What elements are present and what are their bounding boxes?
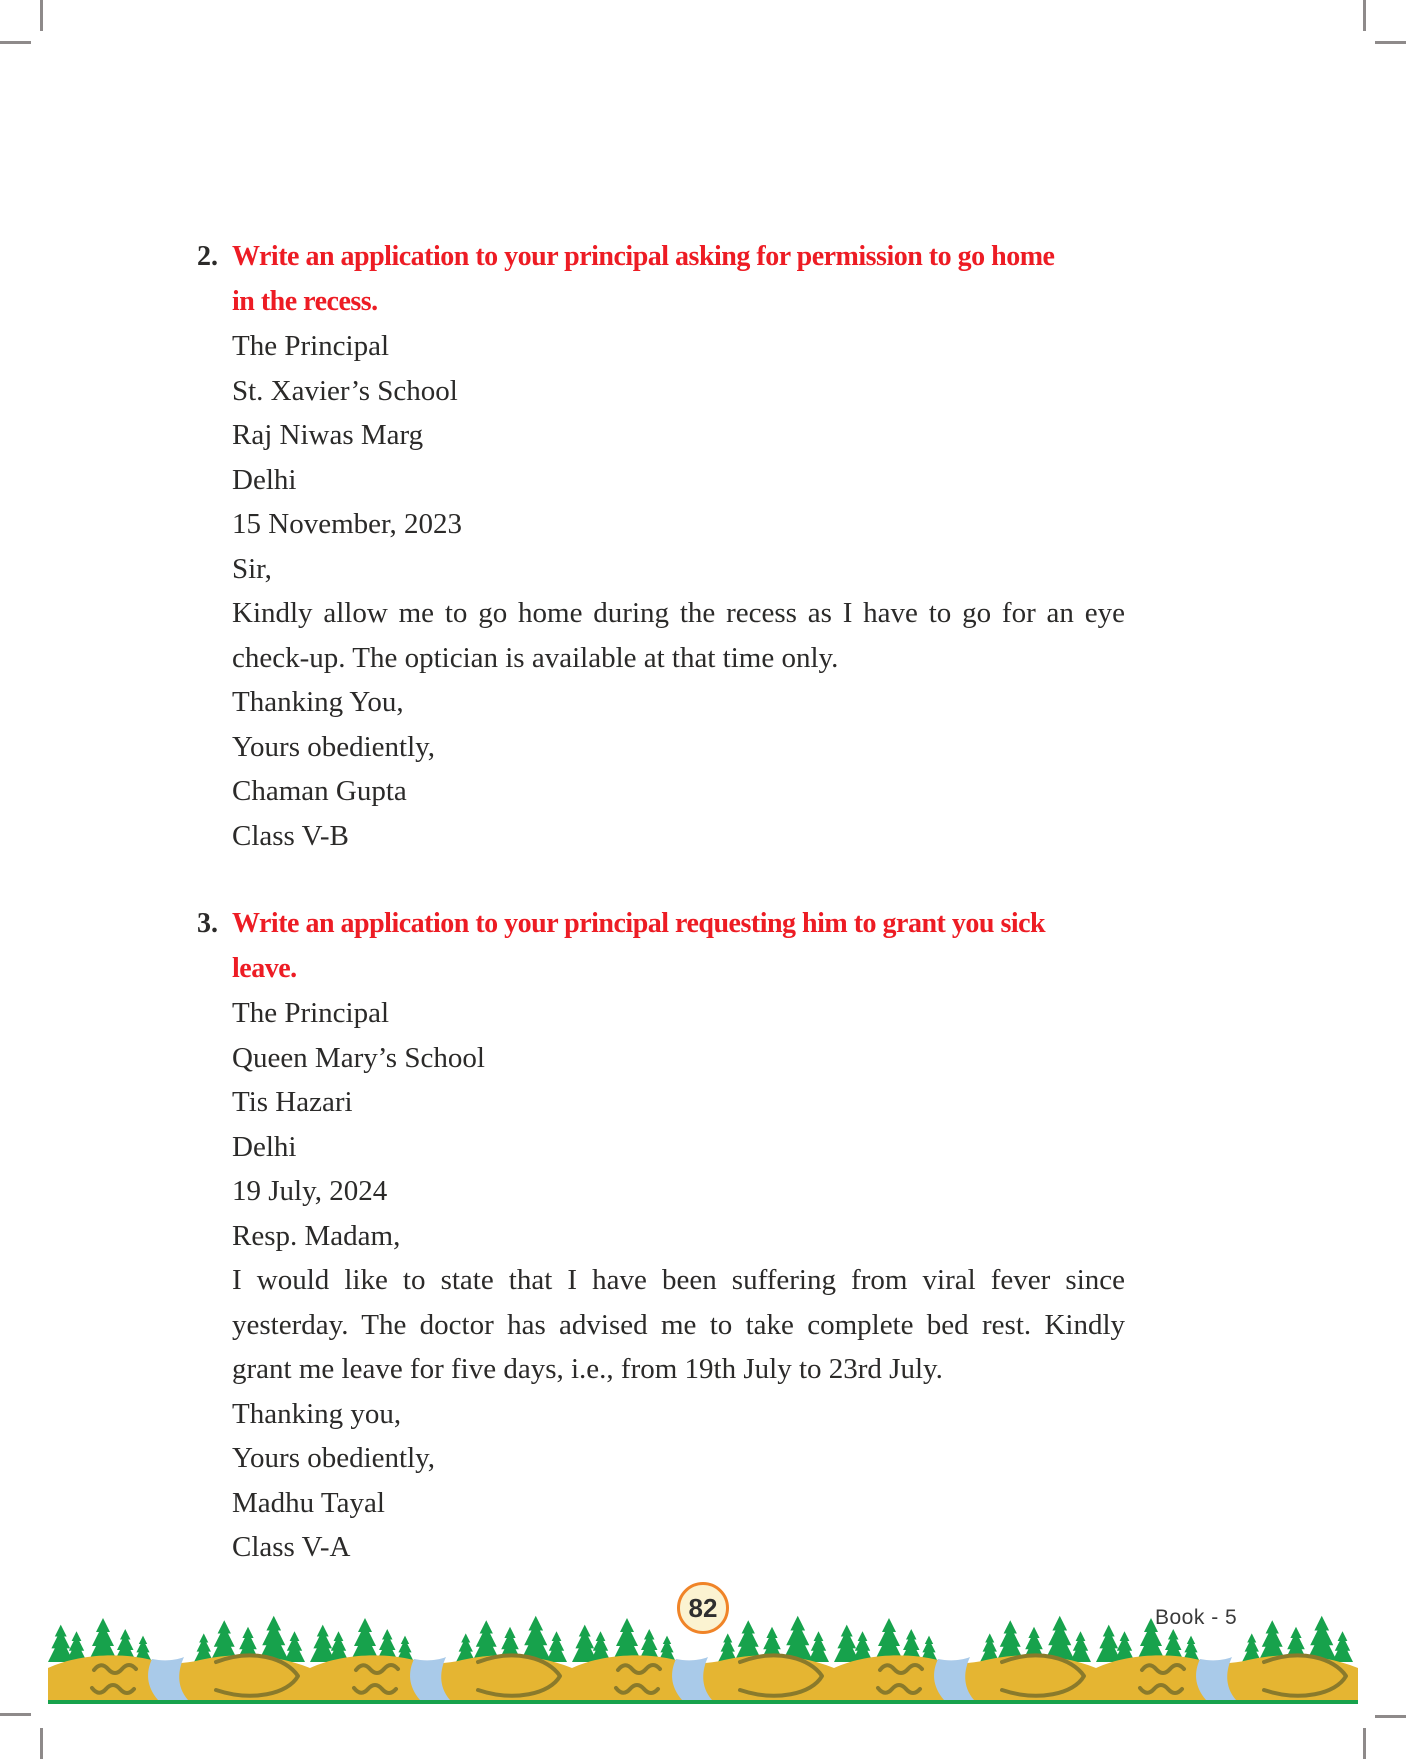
question-3 (197, 902, 1125, 1570)
crop-mark-bottom-right-h (1375, 1715, 1406, 1718)
question-2-heading-line-2: in the recess. (232, 285, 378, 317)
question-3-heading-line-1: Write an application to your principal requesting him to grant you sick (232, 908, 1046, 939)
crop-mark-bottom-left-v (40, 1728, 43, 1759)
letter-line: Class V-A (232, 1531, 351, 1563)
letter-line: Madhu Tayal (232, 1486, 385, 1519)
letter-line: Yours obediently, (232, 1442, 436, 1474)
question-3-heading-line-2: leave. (232, 952, 297, 984)
letter-line: Class V-B (232, 819, 349, 852)
letter-line: Tis Hazari (232, 1086, 353, 1118)
letter-body-line: I would like to state that I have been suffering from viral fever since (232, 1264, 1125, 1296)
page-number: 82 (688, 1592, 718, 1623)
book-label: Book - 5 (1155, 1606, 1238, 1629)
letter-body-line: grant me leave for five days, i.e., from 19th July to 23rd July. (232, 1353, 943, 1385)
letter-line: Queen Mary’s School (232, 1041, 485, 1074)
crop-mark-bottom-right-v (1363, 1728, 1366, 1759)
question-3-number: 3. (197, 908, 218, 939)
crop-mark-top-right-h (1375, 41, 1406, 44)
letter-line: Raj Niwas Marg (232, 419, 424, 451)
letter-line: Thanking You, (232, 686, 404, 718)
crop-mark-bottom-left-h (0, 1713, 31, 1716)
letter-line: Resp. Madam, (232, 1219, 401, 1252)
question-2-heading-line-1: Write an application to your principal asking for permission to go home (232, 241, 1055, 272)
letter-line: 15 November, 2023 (232, 508, 462, 540)
letter-line: Chaman Gupta (232, 775, 407, 807)
letter-line: Thanking you, (232, 1397, 402, 1430)
letter-line: Delhi (232, 1130, 297, 1163)
question-2-number: 2. (197, 241, 218, 272)
letter-line: The Principal (232, 997, 390, 1029)
crop-mark-top-left-h (0, 41, 31, 44)
letter-line: St. Xavier’s School (232, 374, 458, 407)
question-2 (197, 235, 1125, 858)
letter-line: The Principal (232, 330, 390, 362)
letter-line: 19 July, 2024 (232, 1175, 388, 1207)
letter-body-line: yesterday. The doctor has advised me to take complete bed rest. Kindly (232, 1308, 1125, 1341)
letter-line: Yours obediently, (232, 730, 436, 763)
crop-mark-top-right-v (1363, 0, 1366, 31)
crop-mark-top-left-v (40, 0, 43, 31)
letter-body-line: Kindly allow me to go home during the recess as I have to go for an eye (232, 597, 1125, 629)
letter-body-line: check-up. The optician is available at that time only. (232, 641, 839, 674)
letter-line: Sir, (232, 552, 272, 585)
letter-line: Delhi (232, 463, 297, 496)
page-number-badge (677, 1582, 729, 1634)
